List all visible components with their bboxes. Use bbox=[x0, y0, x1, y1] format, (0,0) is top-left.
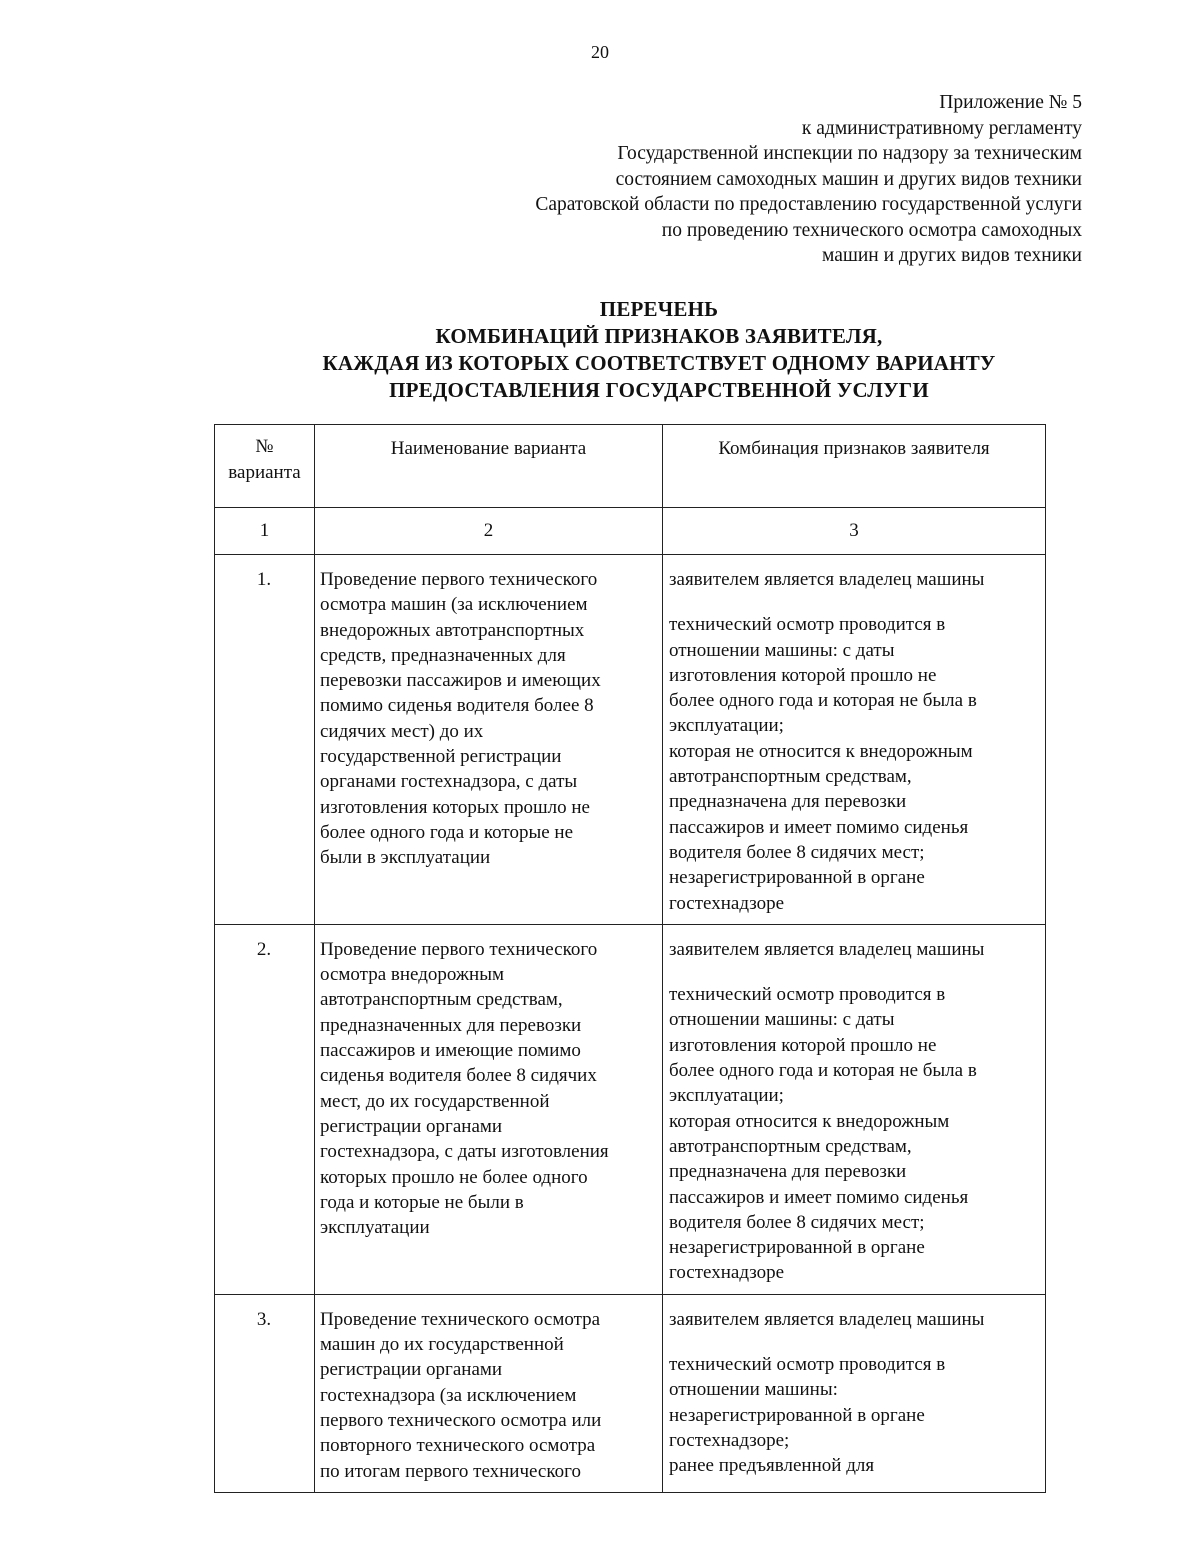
criteria-line: изготовления которой прошло не bbox=[669, 664, 937, 686]
variant-name-line: сидячих мест) до их bbox=[320, 720, 484, 742]
variant-name-line: сиденья водителя более 8 сидячих bbox=[320, 1065, 597, 1087]
column-number-row bbox=[215, 508, 1046, 555]
variant-name-line: эксплуатации bbox=[320, 1217, 430, 1239]
criteria-line: незарегистрированной в органе bbox=[669, 867, 925, 889]
table-row bbox=[215, 924, 1046, 1294]
variant-name-line: гостехнадзора (за исключением bbox=[320, 1384, 577, 1406]
variant-name bbox=[315, 924, 663, 1294]
variant-name-line: помимо сиденья водителя более 8 bbox=[320, 695, 594, 717]
header-number-word: варианта bbox=[228, 462, 301, 483]
title-line: ПЕРЕЧЕНЬ bbox=[599, 297, 719, 321]
criteria-line: технический осмотр проводится в bbox=[669, 614, 946, 636]
title-line: ПРЕДОСТАВЛЕНИЯ ГОСУДАРСТВЕННОЙ УСЛУГИ bbox=[389, 378, 929, 402]
applicant-type: заявителем является владелец машины bbox=[669, 1308, 985, 1330]
criteria-line: отношении машины: с даты bbox=[669, 1009, 895, 1031]
criteria-line: водителя более 8 сидячих мест; bbox=[669, 841, 925, 863]
variant-name-line: были в эксплуатации bbox=[320, 847, 491, 869]
criteria-line: изготовления которой прошло не bbox=[669, 1034, 937, 1056]
applicant-type: заявителем является владелец машины bbox=[669, 938, 985, 960]
variant-name bbox=[315, 555, 663, 925]
variant-name-line: более одного года и которые не bbox=[320, 821, 574, 843]
criteria-line: отношении машины: bbox=[669, 1379, 838, 1401]
criteria-line: более одного года и которая не была в bbox=[669, 690, 977, 712]
variant-name-line: государственной регистрации bbox=[320, 746, 562, 768]
criteria-line: эксплуатации; bbox=[669, 715, 784, 737]
criteria-line: пассажиров и имеет помимо сиденья bbox=[669, 1186, 969, 1208]
variant-name-line: средств, предназначенных для bbox=[320, 644, 566, 666]
variant-name-line: регистрации органами bbox=[320, 1359, 503, 1381]
criteria-line: водителя более 8 сидячих мест; bbox=[669, 1211, 925, 1233]
variants-table bbox=[214, 424, 1046, 1493]
header-applicant-combination: Комбинация признаков заявителя bbox=[663, 425, 1046, 508]
appendix-line: по проведению технического осмотра самоходных bbox=[661, 219, 1082, 241]
criteria-line: автотранспортным средствам, bbox=[669, 1135, 912, 1157]
variant-name-line: Проведение первого технического bbox=[320, 938, 598, 960]
column-number: 1 bbox=[215, 508, 315, 555]
table-header-row bbox=[215, 425, 1046, 508]
variant-number: 2. bbox=[215, 924, 315, 1294]
appendix-line: Приложение № 5 bbox=[939, 92, 1082, 113]
table-row bbox=[215, 555, 1046, 925]
applicant-combination bbox=[663, 924, 1046, 1294]
header-variant-name: Наименование варианта bbox=[315, 425, 663, 508]
variant-name-line: автотранспортным средствам, bbox=[320, 989, 563, 1011]
variant-name-line: по итогам первого технического bbox=[320, 1460, 581, 1482]
appendix-line: Государственной инспекции по надзору за техническим bbox=[617, 143, 1082, 164]
variant-name-line: перевозки пассажиров и имеющих bbox=[320, 670, 601, 692]
variant-number: 1. bbox=[215, 555, 315, 925]
appendix-line: машин и других видов техники bbox=[821, 245, 1082, 266]
variant-name-line: года и которые не были в bbox=[320, 1191, 524, 1213]
criteria-line: гостехнадзоре bbox=[669, 892, 785, 914]
document-title bbox=[0, 296, 1200, 404]
criteria-line: автотранспортным средствам, bbox=[669, 766, 912, 788]
title-line: КАЖДАЯ ИЗ КОТОРЫХ СООТВЕТСТВУЕТ ОДНОМУ ВАРИАНТУ bbox=[322, 351, 996, 375]
variant-name-line: Проведение технического осмотра bbox=[320, 1308, 601, 1330]
applicant-type: заявителем является владелец машины bbox=[669, 569, 985, 590]
variant-name-line: внедорожных автотранспортных bbox=[320, 619, 585, 641]
criteria-line: предназначена для перевозки bbox=[669, 791, 907, 813]
variant-number: 3. bbox=[215, 1294, 315, 1492]
variant-name-line: пассажиров и имеющие помимо bbox=[320, 1040, 581, 1062]
criteria-line: технический осмотр проводится в bbox=[669, 984, 946, 1006]
appendix-reference bbox=[382, 90, 1082, 269]
criteria-line: которая не относится к внедорожным bbox=[669, 740, 973, 762]
title-line: КОМБИНАЦИЙ ПРИЗНАКОВ ЗАЯВИТЕЛЯ, bbox=[435, 324, 883, 348]
variant-name-line: гостехнадзора, с даты изготовления bbox=[320, 1141, 609, 1163]
variant-name-line: Проведение первого технического bbox=[320, 569, 598, 590]
criteria-line: более одного года и которая не была в bbox=[669, 1060, 977, 1082]
header-variant-number bbox=[215, 425, 315, 508]
page-number: 20 bbox=[591, 42, 609, 62]
appendix-line: к административному регламенту bbox=[801, 117, 1082, 139]
variant-name bbox=[315, 1294, 663, 1492]
criteria-line: незарегистрированной в органе bbox=[669, 1237, 925, 1259]
variant-name-line: изготовления которых прошло не bbox=[320, 796, 590, 818]
applicant-combination bbox=[663, 1294, 1046, 1492]
appendix-line: состоянием самоходных машин и других видов техники bbox=[615, 168, 1082, 190]
appendix-line: Саратовской области по предоставлению государственной услуги bbox=[535, 194, 1082, 215]
applicant-combination bbox=[663, 555, 1046, 925]
variant-name-line: первого технического осмотра или bbox=[320, 1409, 602, 1431]
variant-name-line: осмотра машин (за исключением bbox=[320, 594, 588, 616]
variant-name-line: осмотра внедорожным bbox=[320, 964, 504, 986]
criteria-line: предназначена для перевозки bbox=[669, 1161, 907, 1183]
criteria-line: которая относится к внедорожным bbox=[669, 1110, 950, 1132]
column-number: 3 bbox=[663, 508, 1046, 555]
variant-name-line: регистрации органами bbox=[320, 1115, 503, 1137]
variant-name-line: машин до их государственной bbox=[320, 1334, 564, 1356]
variant-name-line: повторного технического осмотра bbox=[320, 1435, 596, 1457]
column-number: 2 bbox=[315, 508, 663, 555]
criteria-line: гостехнадзоре bbox=[669, 1262, 785, 1284]
variant-name-line: мест, до их государственной bbox=[320, 1090, 550, 1112]
table-row bbox=[215, 1294, 1046, 1492]
criteria-line: пассажиров и имеет помимо сиденья bbox=[669, 816, 969, 838]
criteria-line: эксплуатации; bbox=[669, 1085, 784, 1107]
criteria-line: гостехнадзоре; bbox=[669, 1429, 790, 1451]
criteria-line: отношении машины: с даты bbox=[669, 639, 895, 661]
header-number-sign: № bbox=[255, 436, 274, 457]
criteria-line: ранее предъявленной для bbox=[669, 1455, 875, 1477]
variant-name-line: которых прошло не более одного bbox=[320, 1166, 588, 1188]
criteria-line: технический осмотр проводится в bbox=[669, 1354, 946, 1376]
variant-name-line: предназначенных для перевозки bbox=[320, 1014, 582, 1036]
variant-name-line: органами гостехнадзора, с даты bbox=[320, 771, 578, 793]
criteria-line: незарегистрированной в органе bbox=[669, 1404, 925, 1426]
variants-table-container bbox=[214, 424, 1046, 1493]
